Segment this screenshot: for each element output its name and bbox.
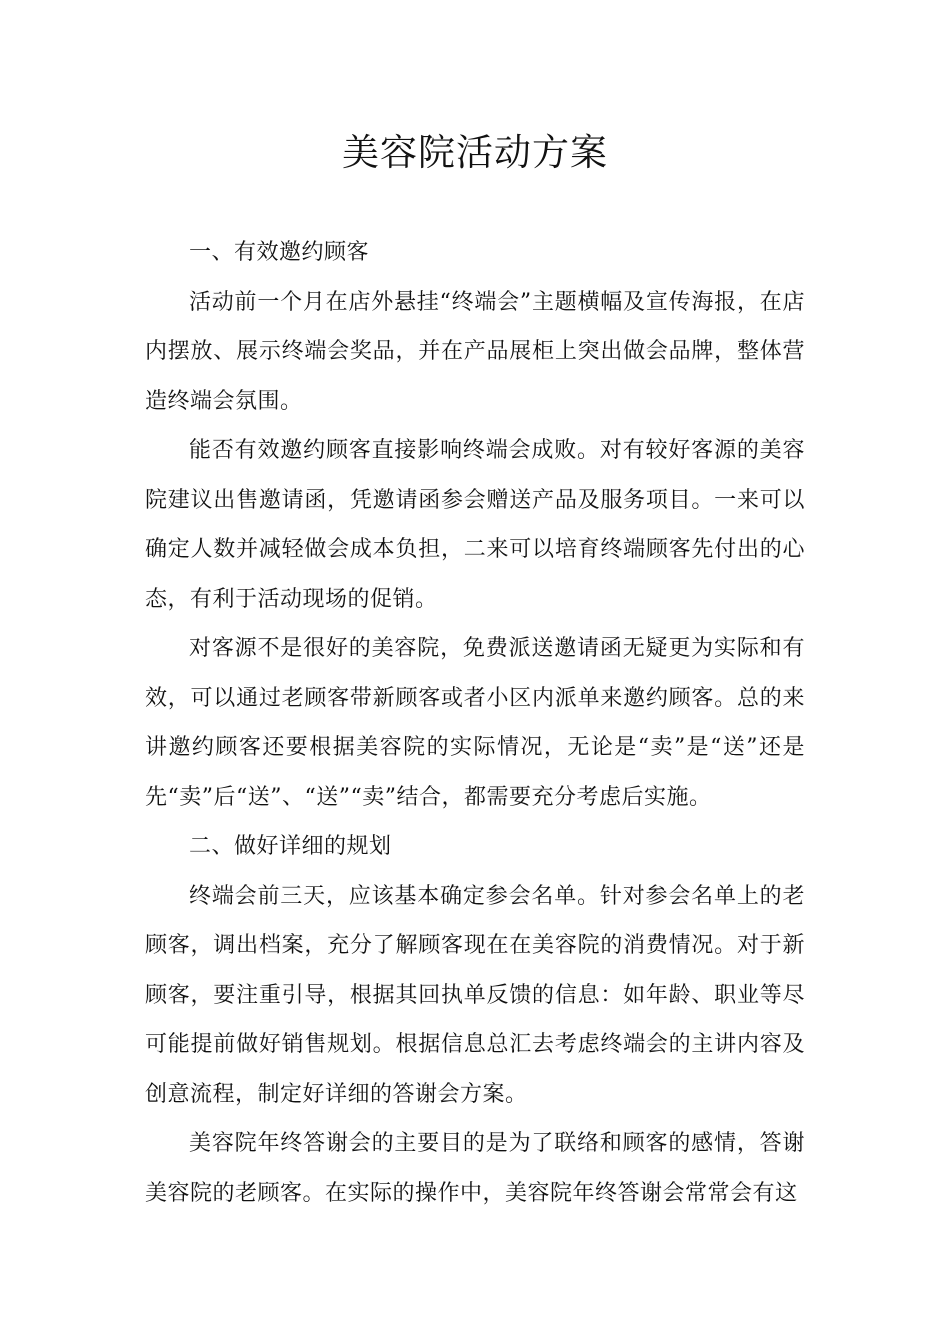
section-heading: 二、做好详细的规划 bbox=[189, 834, 392, 859]
document-body bbox=[145, 228, 805, 1218]
document-title: 美容院活动方案 bbox=[342, 131, 608, 174]
body-paragraph: 对客源不是很好的美容院，免费派送邀请函无疑更为实际和有效，可以通过老顾客带新顾客或者小区内派单来邀约顾客。总的来讲邀约顾客还要根据美容院的实际情况，无论是“卖”是“送”还是先“卖”后“送”、“送”“卖”结合，都需要充分考虑后实施。 bbox=[145, 636, 805, 810]
body-paragraph: 活动前一个月在店外悬挂“终端会”主题横幅及宣传海报，在店内摆放、展示终端会奖品，并在产品展柜上突出做会品牌，整体营造终端会氛围。 bbox=[145, 289, 805, 414]
section-heading: 一、有效邀约顾客 bbox=[189, 240, 370, 265]
body-paragraph: 美容院年终答谢会的主要目的是为了联络和顾客的感情，答谢美容院的老顾客。在实际的操作中，美容院年终答谢会常常会有这 bbox=[145, 1131, 805, 1206]
body-paragraph: 终端会前三天，应该基本确定参会名单。针对参会名单上的老顾客，调出档案，充分了解顾客现在在美容院的消费情况。对于新顾客，要注重引导，根据其回执单反馈的信息：如年龄、职业等尽可能提前做好销售规划。根据信息总汇去考虑终端会的主讲内容及创意流程，制定好详细的答谢会方案。 bbox=[145, 883, 805, 1107]
body-paragraph: 能否有效邀约顾客直接影响终端会成败。对有较好客源的美容院建议出售邀请函，凭邀请函参会赠送产品及服务项目。一来可以确定人数并减轻做会成本负担，二来可以培育终端顾客先付出的心态，有利于活动现场的促销。 bbox=[145, 438, 805, 612]
